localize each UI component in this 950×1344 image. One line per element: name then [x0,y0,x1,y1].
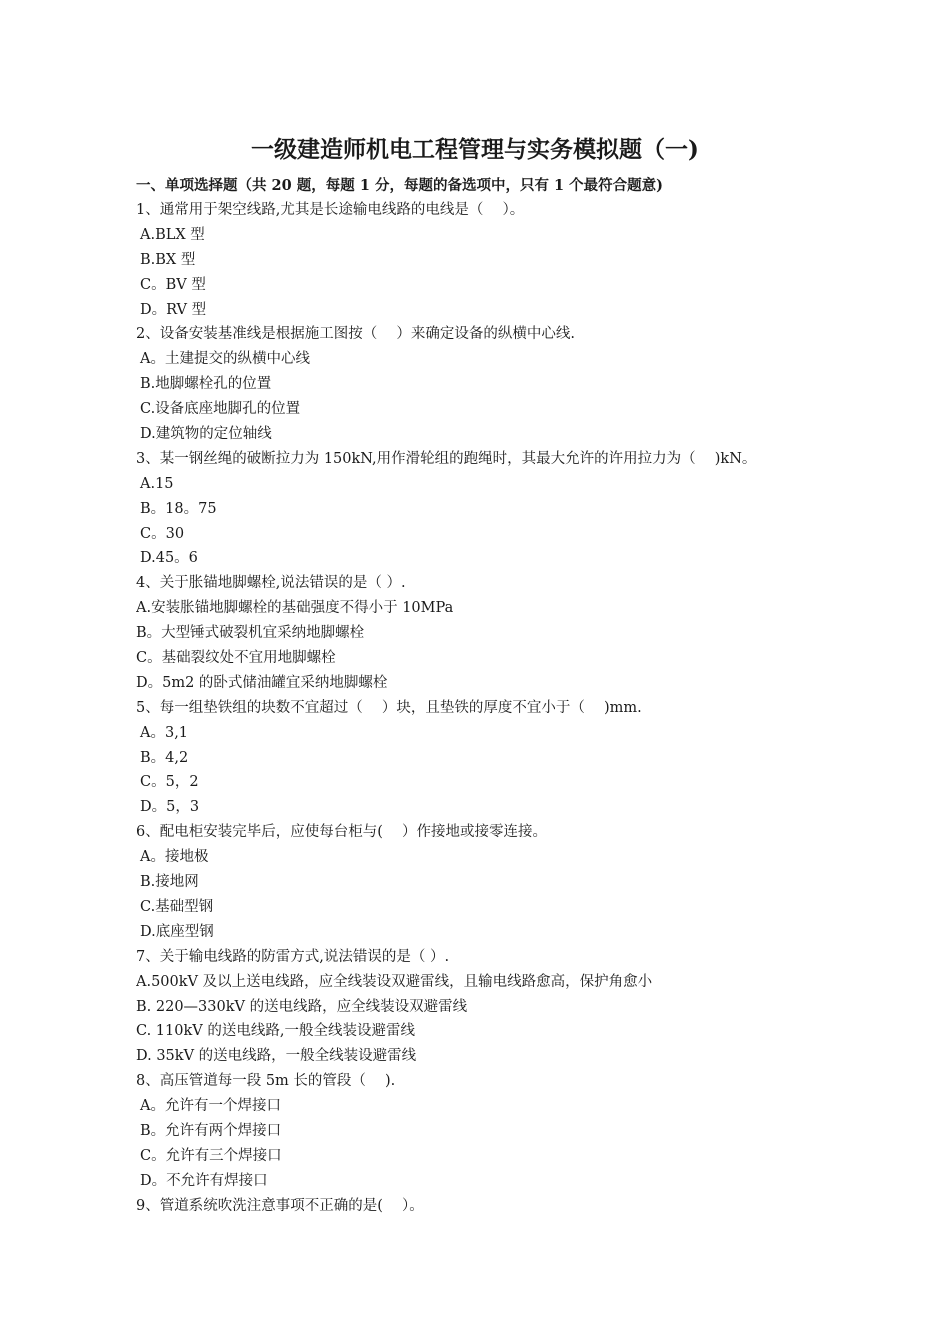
answer-option: B。允许有两个焊接口 [140,1122,282,1139]
answer-option: C。基础裂纹处不宜用地脚螺栓 [136,650,336,667]
answer-option: B.BX 型 [140,251,196,268]
answer-option: B。大型锤式破裂机宜采纳地脚螺栓 [136,625,365,642]
answer-option: B. 220—330kV 的送电线路，应全线装设双避雷线 [136,998,468,1015]
answer-option: A.15 [140,475,174,492]
question-list [136,198,896,1219]
question-stem: 4、关于胀锚地脚螺栓,说法错误的是（ ）. [136,575,406,592]
answer-option: C. 110kV 的送电线路,一般全线装设避雷线 [136,1023,415,1040]
answer-option: B.地脚螺栓孔的位置 [140,376,272,393]
answer-option: B。4,2 [140,749,189,766]
answer-option: D.建筑物的定位轴线 [140,426,272,443]
answer-option: A。接地极 [140,849,209,866]
question-stem: 3、某一钢丝绳的破断拉力为 150kN,用作滑轮组的跑绳时，其最大允许的许用拉力为（ )kN。 [136,450,757,467]
section-heading: 一、单项选择题（共 20 题，每题 1 分，每题的备选项中，只有 1 个最符合题意) [136,177,664,194]
question-stem: 9、管道系统吹洗注意事项不正确的是( ）。 [136,1197,424,1214]
answer-option: C。BV 型 [140,276,206,293]
question-stem: 1、通常用于架空线路,尤其是长途输电线路的电线是（ ）。 [136,202,525,218]
answer-option: D.底座型钢 [140,923,214,940]
answer-option: A。允许有一个焊接口 [140,1098,281,1115]
answer-option: A。土建提交的纵横中心线 [140,351,310,368]
answer-option: C.设备底座地脚孔的位置 [140,401,301,418]
answer-option: D.45。6 [140,550,198,567]
answer-option: A.500kV 及以上送电线路，应全线装设双避雷线，且输电线路愈高，保护角愈小 [136,973,653,990]
answer-option: A。3,1 [140,724,189,741]
answer-option: C.基础型钢 [140,898,214,915]
answer-option: C。允许有三个焊接口 [140,1147,282,1164]
answer-option: C。5，2 [140,774,199,791]
question-stem: 2、设备安装基准线是根据施工图按（ ）来确定设备的纵横中心线. [136,326,575,343]
question-stem: 5、每一组垫铁组的块数不宜超过（ ）块，且垫铁的厚度不宜小于（ )mm. [136,699,642,716]
answer-option: D。5m2 的卧式储油罐宜采纳地脚螺栓 [136,674,388,691]
answer-option: A.安装胀锚地脚螺栓的基础强度不得小于 10MPa [136,600,454,617]
page-title: 一级建造师机电工程管理与实务模拟题（一) [251,136,699,163]
answer-option: D。5，3 [140,799,200,816]
answer-option: B。18。75 [140,500,217,517]
question-stem: 7、关于输电线路的防雷方式,说法错误的是（ ）. [136,948,450,965]
answer-option: D. 35kV 的送电线路，一般全线装设避雷线 [136,1048,417,1065]
answer-option: D。不允许有焊接口 [140,1172,268,1189]
answer-option: A.BLX 型 [140,226,205,243]
question-stem: 8、高压管道每一段 5m 长的管段（ ). [136,1073,396,1090]
answer-option: C。30 [140,525,185,542]
answer-option: D。RV 型 [140,301,207,318]
answer-option: B.接地网 [140,874,199,891]
question-stem: 6、配电柜安装完毕后，应使每台柜与( ）作接地或接零连接。 [136,824,547,841]
